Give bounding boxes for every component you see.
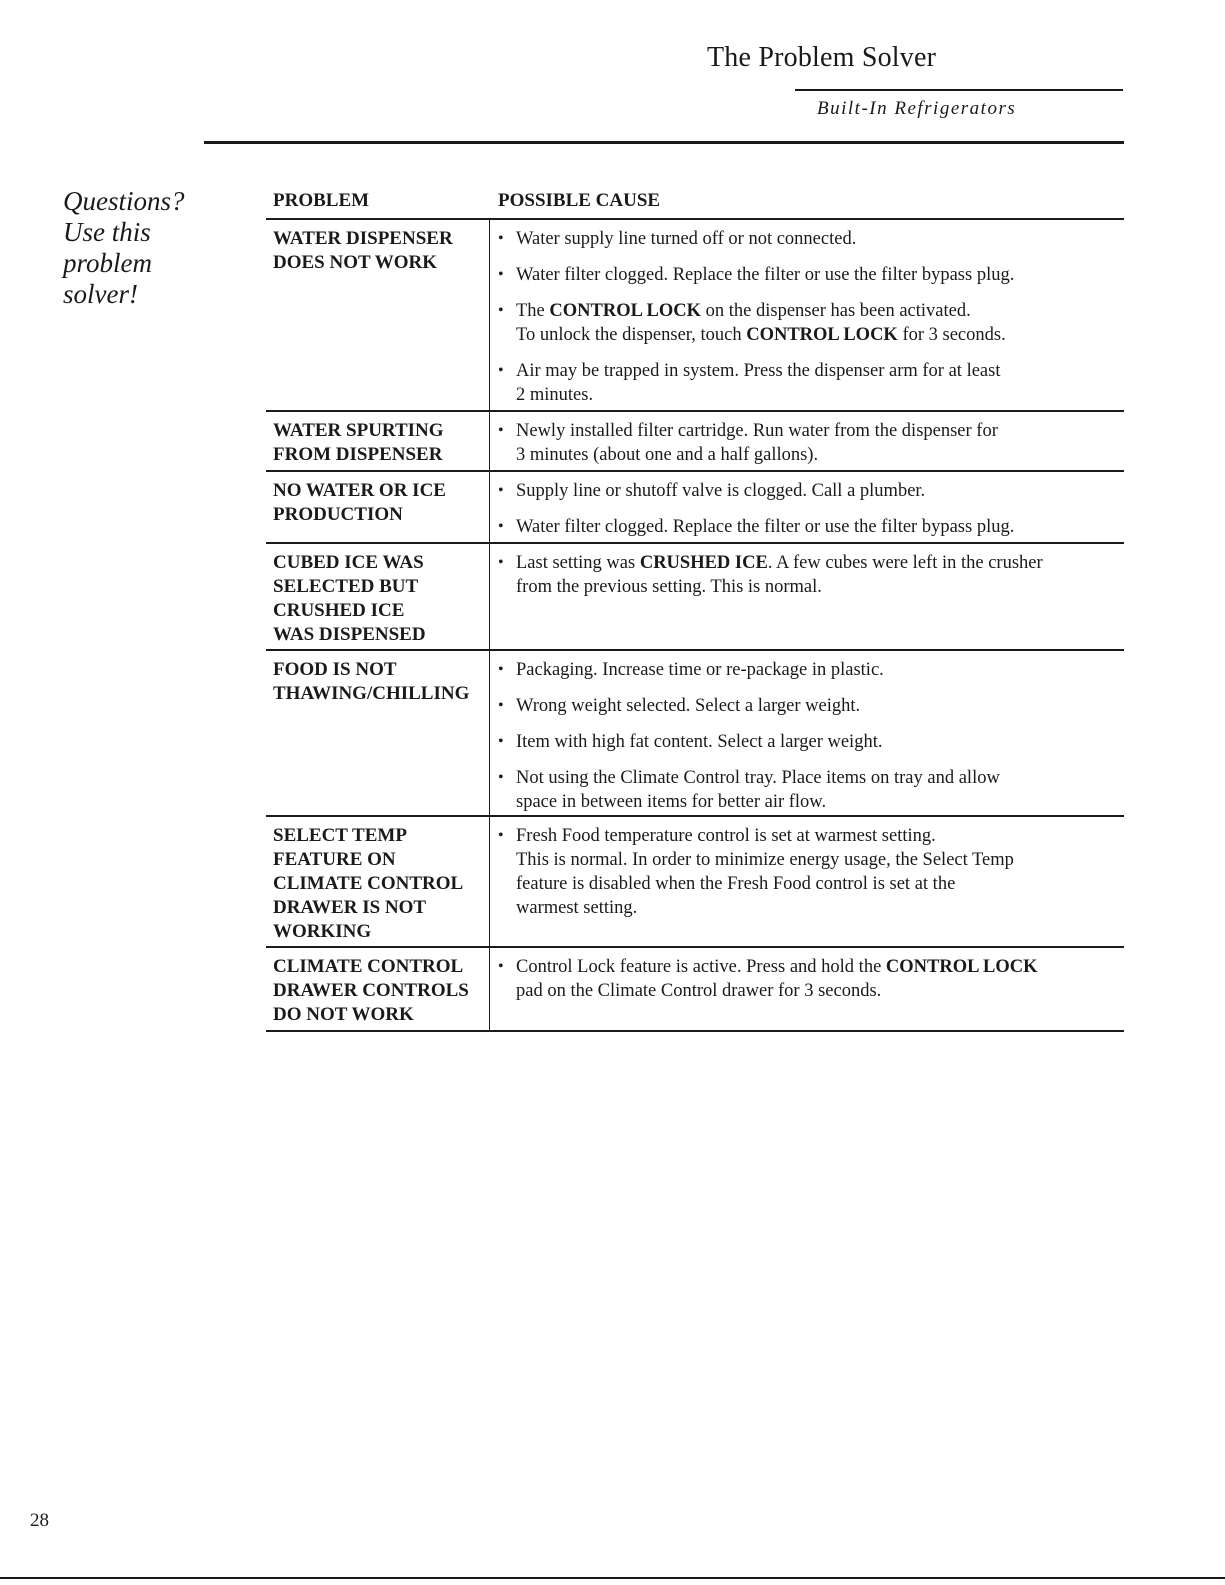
cause-text: from the previous setting. This is normal. [516,577,822,597]
cause-text: Water filter clogged. Replace the filter or use the filter bypass plug. [516,517,1015,537]
table-row [266,472,1124,544]
cause-text: Packaging. Increase time or re-package in plastic. [516,660,884,680]
cause-line [516,694,1124,718]
cause-text: Control Lock feature is active. Press and hold the [516,957,886,977]
table-row [266,651,1124,817]
cause-line [516,419,1124,443]
cause-text: for 3 seconds. [897,325,1006,345]
problem-line: WORKING [273,921,372,942]
page-number: 28 [30,1510,49,1531]
bullet-icon: • [498,733,504,750]
table-header [266,186,1124,220]
cause-emphasis: CONTROL LOCK [746,325,898,345]
cause-item [498,419,1124,467]
problem-line: DRAWER CONTROLS [273,980,469,1001]
cause-text: This is normal. In order to minimize energy usage, the Select Temp [516,850,1014,870]
bullet-icon: • [498,362,504,379]
cause-text: Not using the Climate Control tray. Place items on tray and allow [516,768,1000,788]
cause-item [498,824,1124,920]
cause-item [498,551,1124,599]
column-header-problem: PROBLEM [273,190,370,211]
cause-text: warmest setting. [516,898,638,918]
bullet-icon: • [498,518,504,535]
problem-cell [266,544,490,649]
bullet-icon: • [498,482,504,499]
header-divider-long [204,141,1124,144]
table-row [266,412,1124,472]
problem-line: CLIMATE CONTROL [273,956,464,977]
cause-text: on the dispenser has been activated. [701,301,971,321]
cause-line [516,263,1124,287]
cause-item [498,766,1124,814]
cause-text: Supply line or shutoff valve is clogged. Call a plumber. [516,481,926,501]
table-row [266,948,1124,1032]
cause-cell [490,544,1124,649]
bullet-icon: • [498,958,504,975]
problem-line: FROM DISPENSER [273,444,443,465]
cause-line [516,730,1124,754]
cause-line [516,551,1124,575]
cause-line [516,323,1124,347]
problem-line: FEATURE ON [273,849,396,870]
table-row [266,220,1124,412]
problem-cell [266,412,490,470]
bottom-edge-rule [0,1577,1225,1579]
table-body [266,220,1124,1032]
cause-cell [490,817,1124,946]
cause-line [516,872,1124,896]
cause-text: Air may be trapped in system. Press the dispenser arm for at least [516,361,1001,381]
cause-cell [490,472,1124,542]
cause-text: Item with high fat content. Select a larger weight. [516,732,883,752]
cause-text: 3 minutes (about one and a half gallons). [516,445,819,465]
problem-line: WATER DISPENSER [273,228,453,249]
sidebar-line: problem [63,248,152,278]
cause-item [498,479,1124,503]
bullet-icon: • [498,554,504,571]
cause-text: Water supply line turned off or not connected. [516,229,857,249]
table-row [266,817,1124,948]
problem-cell [266,817,490,946]
problem-cell [266,948,490,1030]
problem-line: CRUSHED ICE [273,600,405,621]
cause-text: space in between items for better air flow. [516,792,827,812]
cause-text: 2 minutes. [516,385,594,405]
problem-solver-table [266,186,1124,1032]
cause-text: pad on the Climate Control drawer for 3 seconds. [516,981,882,1001]
cause-text: Last setting was [516,553,640,573]
cause-item [498,227,1124,251]
cause-emphasis: CONTROL LOCK [549,301,702,321]
cause-item [498,694,1124,718]
problem-cell [266,472,490,542]
cause-line [516,299,1124,323]
cause-line [516,443,1124,467]
cause-emphasis: CRUSHED ICE [639,553,768,573]
problem-line: NO WATER OR ICE [273,480,446,501]
bullet-icon: • [498,302,504,319]
problem-line: WAS DISPENSED [273,624,426,645]
cause-cell [490,220,1124,410]
cause-text: Water filter clogged. Replace the filter or use the filter bypass plug. [516,265,1015,285]
cause-line [516,575,1124,599]
cause-item [498,658,1124,682]
cause-cell [490,651,1124,815]
bullet-icon: • [498,661,504,678]
cause-line [516,658,1124,682]
problem-line: DO NOT WORK [273,1004,414,1025]
problem-line: WATER SPURTING [273,420,444,441]
cause-text: Wrong weight selected. Select a larger weight. [516,696,861,716]
cause-item [498,730,1124,754]
header-divider-short [795,89,1123,91]
problem-line: PRODUCTION [273,504,403,525]
cause-item [498,515,1124,539]
cause-item [498,955,1124,1003]
sidebar-line: solver! [63,279,138,309]
problem-line: THAWING/CHILLING [273,683,470,704]
cause-line [516,383,1124,407]
cause-line [516,824,1124,848]
cause-item [498,263,1124,287]
cause-line [516,359,1124,383]
cause-line [516,766,1124,790]
problem-line: DOES NOT WORK [273,252,438,273]
cause-line [516,896,1124,920]
cause-cell [490,412,1124,470]
cause-emphasis: CONTROL LOCK [885,957,1038,977]
sidebar-note [63,186,203,310]
bullet-icon: • [498,769,504,786]
problem-line: SELECT TEMP [273,825,407,846]
table-row [266,544,1124,651]
cause-line [516,979,1124,1003]
cause-line [516,479,1124,503]
cause-text: To unlock the dispenser, touch [516,325,747,345]
bullet-icon: • [498,230,504,247]
problem-line: CLIMATE CONTROL [273,873,464,894]
bullet-icon: • [498,697,504,714]
problem-line: SELECTED BUT [273,576,419,597]
page-title: The Problem Solver [707,42,937,73]
cause-line [516,848,1124,872]
bullet-icon: • [498,827,504,844]
cause-line [516,227,1124,251]
cause-line [516,515,1124,539]
problem-cell [266,220,490,410]
cause-item [498,359,1124,407]
cause-item [498,299,1124,347]
cause-cell [490,948,1124,1030]
cause-text: Newly installed filter cartridge. Run water from the dispenser for [516,421,998,441]
problem-line: FOOD IS NOT [273,659,397,680]
problem-cell [266,651,490,815]
bullet-icon: • [498,266,504,283]
cause-text: feature is disabled when the Fresh Food control is set at the [516,874,956,894]
column-header-cause: POSSIBLE CAUSE [498,190,661,211]
page-subtitle: Built-In Refrigerators [817,98,1017,119]
sidebar-line: Questions? [63,186,185,216]
cause-text: The [516,301,550,321]
cause-line [516,955,1124,979]
cause-line [516,790,1124,814]
cause-text: . A few cubes were left in the crusher [767,553,1043,573]
bullet-icon: • [498,422,504,439]
problem-line: CUBED ICE WAS [273,552,424,573]
sidebar-line: Use this [63,217,151,247]
problem-line: DRAWER IS NOT [273,897,427,918]
cause-text: Fresh Food temperature control is set at warmest setting. [516,826,936,846]
